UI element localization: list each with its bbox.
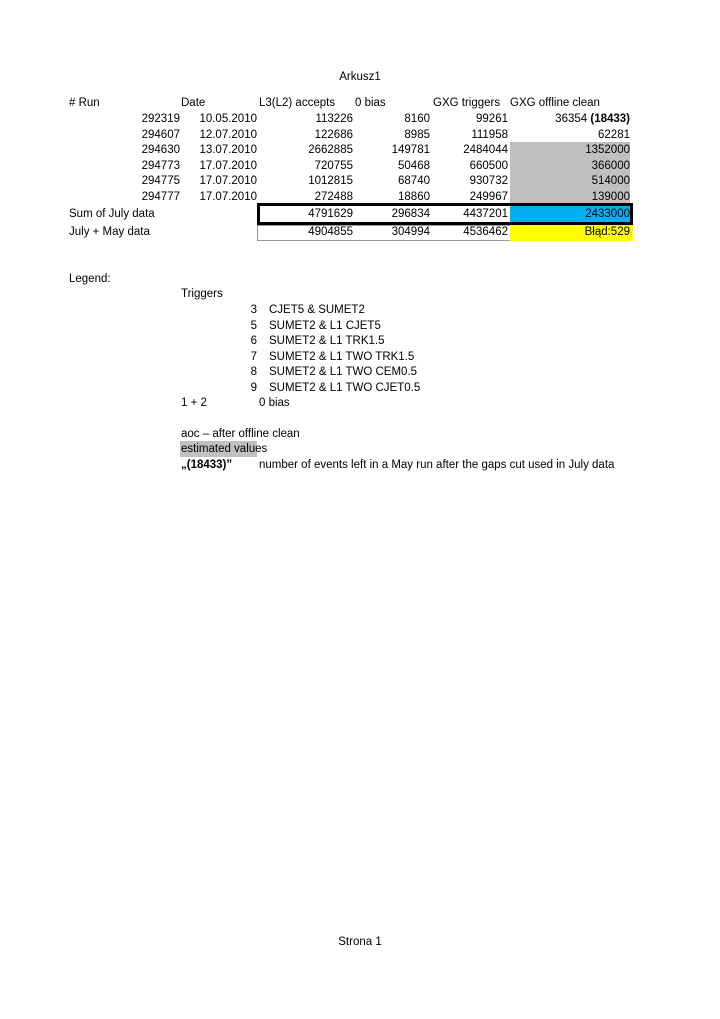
cell-clean-value: 62281 [598,129,630,141]
cell-gxg-offline-clean [510,173,630,189]
cell-zero-bias: 50468 [398,160,430,172]
sum-l3: 4791629 [308,208,353,220]
cell-l3-accepts: 272488 [314,191,353,203]
sheet-title: Arkusz1 [339,71,381,83]
legend-bias-desc: 0 bias [259,397,290,409]
legend-aoc: aoc – after offline clean [181,428,300,440]
cell-clean-extra: (18433) [590,113,630,125]
cell-gxg-triggers: 930732 [469,175,508,187]
cell-zero-bias: 8160 [404,113,430,125]
cell-date: 13.07.2010 [199,144,257,156]
july-may-clean: Błąd:529 [584,226,630,238]
cell-gxg-triggers: 2484044 [463,144,508,156]
cell-l3-accepts: 122686 [314,129,353,141]
cell-clean-value: 139000 [591,191,630,203]
sum-july-label: Sum of July data [69,208,155,220]
cell-run: 294607 [141,129,180,141]
july-may-gxg: 4536462 [463,226,508,238]
cell-run: 294630 [141,144,180,156]
cell-zero-bias: 18860 [398,191,430,203]
cell-clean-value: 1352000 [585,144,630,156]
legend-trigger-desc: CJET5 & SUMET2 [269,304,365,316]
legend-trigger-number: 9 [250,382,257,394]
legend-trigger-desc: SUMET2 & L1 CJET5 [269,320,381,332]
cell-date: 17.07.2010 [199,175,257,187]
cell-l3-accepts: 1012815 [308,175,353,187]
legend-trigger-desc: SUMET2 & L1 TRK1.5 [269,335,385,347]
cell-gxg-offline-clean [510,127,630,143]
legend-trigger-number: 5 [250,320,257,332]
legend-estimated: estimated values [181,443,268,455]
legend-note-key: „(18433)” [181,459,233,471]
legend-trigger-number: 3 [250,304,257,316]
sum-clean: 2433000 [585,208,630,220]
cell-clean-value: 514000 [591,175,630,187]
cell-clean-value: 366000 [591,160,630,172]
legend-title: Legend: [69,273,111,285]
legend-trigger-desc: SUMET2 & L1 TWO CEM0.5 [269,366,418,378]
header-l3-accepts: L3(L2) accepts [259,97,336,109]
header-zero-bias: 0 bias [355,97,386,109]
cell-zero-bias: 8985 [404,129,430,141]
july-may-l3: 4904855 [308,226,353,238]
legend-note-desc: number of events left in a May run after the gaps cut used in July data [259,459,615,471]
cell-l3-accepts: 2662885 [308,144,353,156]
cell-run: 294775 [141,175,180,187]
cell-l3-accepts: 720755 [314,160,353,172]
cell-clean-value: 36354 [555,113,588,125]
sum-bias: 296834 [391,208,430,220]
cell-gxg-triggers: 249967 [469,191,508,203]
cell-zero-bias: 68740 [398,175,430,187]
cell-gxg-offline-clean [510,158,630,174]
legend-trigger-number: 6 [250,335,257,347]
cell-run: 294773 [141,160,180,172]
cell-gxg-triggers: 111958 [471,129,508,141]
legend-bias-key: 1 + 2 [181,397,207,409]
cell-date: 12.07.2010 [199,129,257,141]
july-may-label: July + May data [69,226,150,238]
page-footer: Strona 1 [338,936,382,948]
cell-gxg-offline-clean [510,142,630,158]
cell-date: 17.07.2010 [199,160,257,172]
cell-date: 10.05.2010 [199,113,257,125]
cell-gxg-triggers: 99261 [476,113,508,125]
legend-trigger-desc: SUMET2 & L1 TWO CJET0.5 [269,382,421,394]
cell-l3-accepts: 113226 [315,113,353,125]
sum-gxg: 4437201 [463,208,508,220]
cell-run: 292319 [141,113,180,125]
july-may-bias: 304994 [391,226,430,238]
legend-triggers-label: Triggers [181,288,223,300]
legend-trigger-number: 8 [250,366,257,378]
header-gxg-triggers: GXG triggers [433,97,501,109]
legend-trigger-number: 7 [250,351,257,363]
header-date: Date [181,97,206,109]
cell-zero-bias: 149781 [391,144,430,156]
cell-gxg-triggers: 660500 [469,160,508,172]
legend-trigger-desc: SUMET2 & L1 TWO TRK1.5 [269,351,415,363]
cell-gxg-offline-clean [510,111,630,127]
cell-date: 17.07.2010 [199,191,257,203]
cell-run: 294777 [141,191,180,203]
header-gxg-offline-clean: GXG offline clean [510,97,600,109]
header-run: # Run [69,97,100,109]
